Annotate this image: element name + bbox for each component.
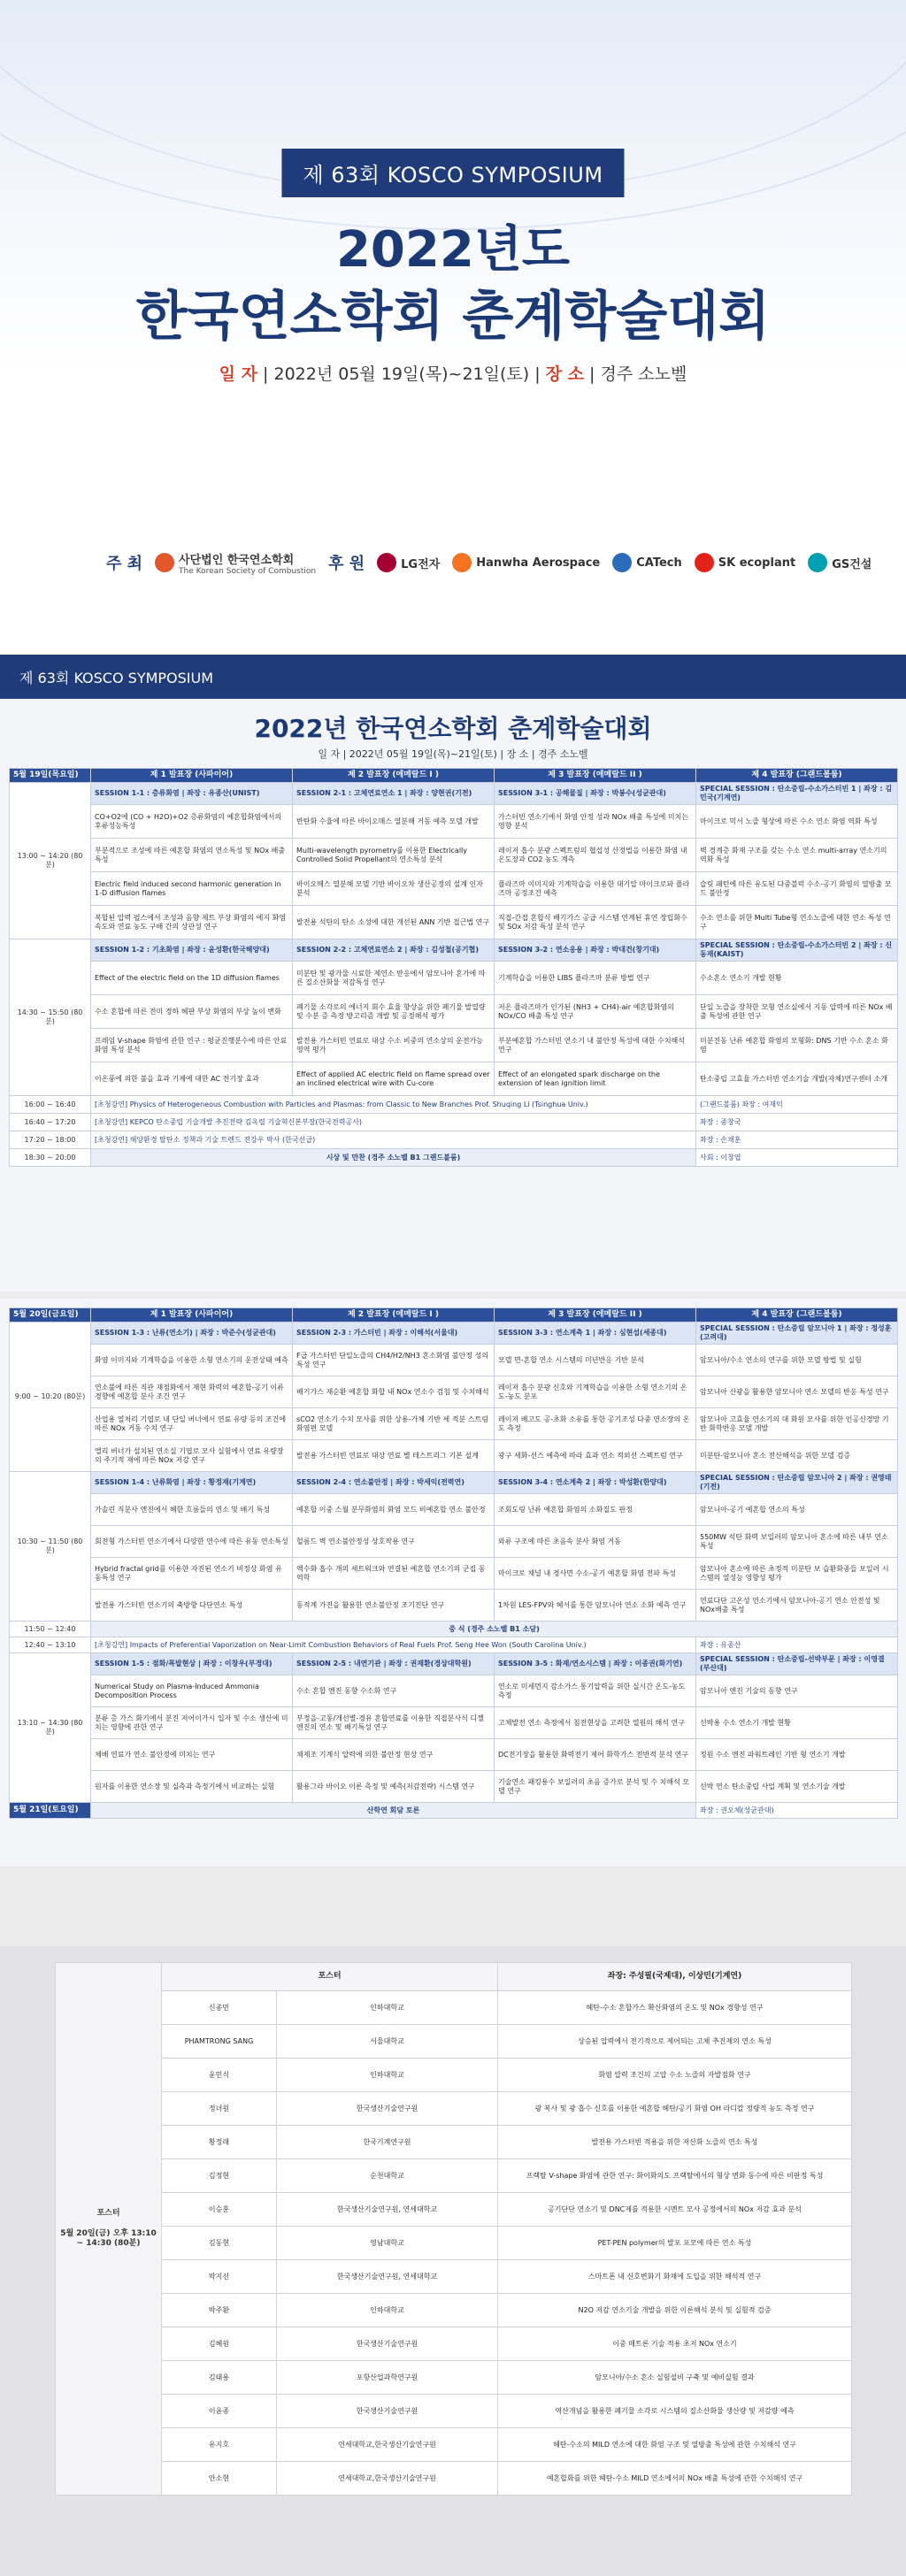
poster-title: 역산개념을 활용한 폐기물 소각로 시스템의 질소산화물 생산량 및 저감량 예측: [498, 2395, 852, 2428]
talk-title: 레이저 배고도 공-초화 소유를 통한 공기조성 다중 연소장의 온도 측정: [495, 1408, 696, 1440]
session-header: SESSION 3-2 : 연소응용 | 좌장 : 박대건(창기대): [495, 939, 696, 962]
lg-logo-icon: [377, 553, 396, 572]
poster-table: [55, 1962, 852, 2496]
poster-session-time: 5월 20일(금) 오후 13:10 ~ 14:30 (80분): [60, 2228, 157, 2248]
sponsor-label: 후 원: [328, 555, 365, 573]
poster-title: 예혼합화를 위한 헤탄-수소 MILD 연소에서의 NOx 배출 특성에 관한 수치해석 연구: [498, 2462, 852, 2496]
affiliation: 서울대학교: [277, 2025, 498, 2058]
talk-title: 마이크로 채널 내 경사면 수소-공기 예혼합 화염 전파 특성: [495, 1558, 696, 1590]
session-header: SPECIAL SESSION : 탄소중립 암모니아 1 | 좌장 : 정성훈(고려대): [696, 1322, 898, 1345]
talk-title: 발전용 석탄의 탄소 소성에 대한 개선된 ANN 기반 접근법 연구: [293, 906, 495, 939]
plenary-chair: 좌장 : 종창국: [696, 1114, 898, 1131]
talk-title: Effect of an elongated spark discharge on the extension of lean ignition limit: [495, 1062, 696, 1096]
talk-title: 배기가스 재순환 예혼합 화합 내 NOx 연소수 검침 및 수치해석: [293, 1376, 495, 1408]
talk-title: sCO2 연소기 수치 모사를 위한 상용-가체 기반 세 적분 스트림 화염편 모델: [293, 1408, 495, 1440]
session-header: SESSION 2-2 : 고체연료연소 2 | 좌장 : 김성철(공기협): [293, 939, 495, 962]
talk-title: 복합된 압력 펄스에서 조성과 음향 제트 부상 화염의 에지 화염 속도와 연료 농도 구배 간의 상관성 연구: [91, 906, 293, 939]
symposium-badge: 제 63회 KOSCO SYMPOSIUM: [281, 149, 624, 197]
talk-title: 암모니아 엔진 기술의 동향 연구: [696, 1675, 898, 1707]
session-header: SPECIAL SESSION : 탄소중립-선박부문 | 좌장 : 이영결(부산대): [696, 1653, 898, 1675]
session-header: SESSION 3-3 : 연소계측 1 | 좌장 : 심현섭(세종대): [495, 1322, 696, 1345]
affiliation: 한국기계연구원: [277, 2126, 498, 2159]
host-org-en: The Korean Society of Combustion: [179, 566, 317, 576]
talk-title: 미분탄-암모니아 혼소 전산해석을 위한 모델 검증: [696, 1440, 898, 1472]
poster-chair: 좌장: 주성필(국제대), 이상민(기계연): [498, 1963, 852, 1991]
talk-title: 엘리 버너가 설치된 연소실 기엽로 모사 실험에서 연료 유량장의 주기적 재에 따른 NOx 저감 연구: [91, 1440, 293, 1472]
talk-title: Hybrid fractal grid를 이용한 자진된 연소기 비정상 화염 유동특성 연구: [91, 1558, 293, 1590]
talk-title: 연소불에 따른 직관 재점화에서 재현 화력의 예혼합-공기 이류경향에 예혼합 분사 조건 연구: [91, 1376, 293, 1408]
session-header: SESSION 3-4 : 연소계측 2 | 좌장 : 박성환(한양대): [495, 1472, 696, 1494]
plenary-talk: [초청강연] KEPCO 탄소중립 기술개발 추진전략 김옥렬 기술혁신본부장(한국전력공사): [91, 1114, 696, 1131]
talk-title: 수소혼소 연소기 개발 현황: [696, 962, 898, 995]
author: 신종민: [162, 1991, 277, 2025]
author: 황정래: [162, 2126, 277, 2159]
time-slot: 18:30 ~ 20:00: [10, 1149, 91, 1167]
author: 박주환: [162, 2294, 277, 2327]
session-header: SPECIAL SESSION : 탄소중립-수소가스터빈 2 | 좌장 : 신동재(KAIST): [696, 939, 898, 962]
affiliation: 연세대학교,한국생산기술연구원: [277, 2462, 498, 2496]
talk-title: F급 가스터빈 단일노즐의 CH4/H2/NH3 혼소화염 불안정 성의 특성 연구: [293, 1345, 495, 1376]
talk-title: 550MW 석탄 화력 보일러의 암모니아 혼소에 따른 내부 연소특성: [696, 1526, 898, 1558]
poster-session-cell: [56, 1963, 162, 2496]
plenary-talk: [초청강연] 해양환경 탈탄소 정책과 기술 트렌드 전강우 박사 (한국선급): [91, 1131, 696, 1149]
talk-title: 직접-간접 혼합식 배기가스 공급 시스템 연계된 휴연 장립화수 및 SOx 저감 특성 분석 연구: [495, 906, 696, 939]
time-slot: 9:00 ~ 10:20 (80분): [10, 1322, 91, 1472]
talk-title: 단일 노즐을 장착한 모형 연소실에서 지동 압력에 따른 NOx 배출 특성에 관한 연구: [696, 995, 898, 1029]
talk-title: 조회도링 난류 예혼합 화염의 소화질도 판정: [495, 1494, 696, 1526]
time-slot: 16:00 ~ 16:40: [10, 1096, 91, 1114]
date-value: 2022년 05월 19일(목)~21일(토): [273, 364, 530, 384]
talk-title: 암모니아 산광을 활용한 암모니아 연소 모델의 반응 특성 연구: [696, 1376, 898, 1408]
talk-title: 예혼합 이중 스월 분무화염의 화염 모드 비예혼합 연소 불안정: [293, 1494, 495, 1526]
poster-title: 암모니아/수소 혼소 실험설비 구축 및 예비실험 결과: [498, 2361, 852, 2395]
talk-title: 산업용 열처리 기엽로 내 단일 버너에서 연료 유량 등의 조건에 따른 NOx 거동 수치 연구: [91, 1408, 293, 1440]
affiliation: 영남대학교: [277, 2227, 498, 2260]
place-label: 장 소: [545, 364, 584, 384]
schedule-table-day2: [9, 1307, 898, 1819]
session-header: SESSION 3-5 : 화재/연소시스템 | 좌장 : 이종권(화기연): [495, 1653, 696, 1675]
author: PHAMTRONG SANG: [162, 2025, 277, 2058]
talk-title: 연료다단 고온성 연소기에서 암모니아-공기 연소 안전성 및 NOx배출 특성: [696, 1590, 898, 1622]
talk-title: 고체발전 연소 측정에서 침전현상을 고려한 열원의 해석 연구: [495, 1707, 696, 1739]
session-header: SESSION 1-4 : 난류화염 | 좌장 : 황정재(기계연): [91, 1472, 293, 1494]
talk-title: 화염 이미지와 기계학습을 이용한 소형 연소기의 운전상태 예측: [91, 1345, 293, 1376]
day-label: 5월 21일(토요일): [10, 1803, 91, 1819]
sponsor-gs: GS건설: [808, 553, 871, 572]
affiliation: 한국생산기술연구원: [277, 2395, 498, 2428]
affiliation: 한국생산기술연구원, 연세대학교: [277, 2260, 498, 2294]
talk-title: 저온 플라즈마가 인가된 (NH3 + CH4)-air 예혼합화염의 NOx/CO 배출 특성 연구: [495, 995, 696, 1029]
talk-title: Numerical Study on Plasma-Induced Ammonia Decomposition Process: [91, 1675, 293, 1707]
session-header: SESSION 2-1 : 고체연료연소 1 | 좌장 : 양현권(기전): [293, 783, 495, 805]
session-header: SESSION 2-3 : 가스터빈 | 좌장 : 이해석(서울대): [293, 1322, 495, 1345]
session-header: SPECIAL SESSION : 탄소중립 암모니아 2 | 좌장 : 권영태(기전): [696, 1472, 898, 1494]
talk-title: Effect of the electric field on the 1D diffusion flames: [91, 962, 293, 995]
session-header: SESSION 1-3 : 난류(연소기) | 좌장 : 박준수(성균관대): [91, 1322, 293, 1345]
talk-title: 미분진동 난류 예혼합 화염의 모형화: DNS 기반 수소 혼소 화염: [696, 1029, 898, 1062]
sponsor-catech: CATech: [612, 553, 682, 572]
talk-title: Effect of applied AC electric field on flame spread over an inclined electrical wire with Cu-core: [293, 1062, 495, 1096]
talk-title: 부분적으로 조성에 따른 예혼합 화염의 연소특성 및 NOx 배출 특성: [91, 839, 293, 872]
date-label: 일 자: [219, 364, 257, 384]
talk-title: 이온풍에 의한 불을 효과 기제에 대한 AC 전기장 효과: [91, 1062, 293, 1096]
plenary-chair: (그랜드볼룸) 좌장 : 여재익: [696, 1096, 898, 1114]
talk-title: 발전용 가스터빈 연료로 대상 연료 별 테스트리그 기본 설계: [293, 1440, 495, 1472]
talk-title: 발전용 가스터빈 연소기의 축방향 다단연소 특성: [91, 1590, 293, 1622]
talk-title: 회전형 가스터빈 연소기에서 다양한 연수에 따른 유동 연소특성: [91, 1526, 293, 1558]
poster-title: 헤탄-수소의 MILD 연소에 대한 화염 구조 및 열방출 특성에 관한 수치해석 연구: [498, 2428, 852, 2462]
affiliation: 인하대학교: [277, 2294, 498, 2327]
author: 김혜원: [162, 2327, 277, 2361]
talk-title: 발전용 가스터빈 연료로 대상 수소 비중의 연소상의 운전가능 영역 평가: [293, 1029, 495, 1062]
talk-title: 정원 수소 엔진 파워트레인 기반 형 연소기 개발: [696, 1739, 898, 1771]
kosco-logo-icon: [155, 553, 174, 572]
host-label: 주 최: [106, 555, 143, 573]
time-slot: 16:40 ~ 17:20: [10, 1114, 91, 1131]
session-header: SESSION 3-1 : 공해물질 | 좌장 : 박봉수(성균관대): [495, 783, 696, 805]
cover-year: 2022년도: [335, 221, 571, 279]
session-header: SESSION 1-1 : 층류화염 | 좌장 : 유종산(UNIST): [91, 783, 293, 805]
cover-section: [0, 0, 906, 655]
poster-header: 포스터: [162, 1963, 498, 1991]
poster-title: 이중 매트론 기술 적용 초저 NOx 연소기: [498, 2327, 852, 2361]
talk-title: 동적계 가진을 활용한 연소불안정 조기진단 연구: [293, 1590, 495, 1622]
talk-title: Electric field induced second harmonic generation in 1-D diffusion flames: [91, 872, 293, 906]
talk-title: 폐기물 소각로의 에너지 회수 효율 향상을 위한 폐기물 발열량 및 수분 증 측정 방고리즘 개발 및 공정해석 평가: [293, 995, 495, 1029]
affiliation: 인하대학교: [277, 2058, 498, 2092]
schedule-strip: 제 63회 KOSCO SYMPOSIUM: [0, 655, 906, 699]
host-logo: [155, 550, 316, 576]
talk-title: 기술연소 패킹용수 보일러의 초음 증가로 분석 및 수 치해석 모델 연구: [495, 1771, 696, 1803]
host-org-name: 사단법인 한국연소학회: [179, 553, 295, 567]
talk-title: 수소 연소를 위한 Multi Tube형 연소노즐에 대한 연소 특성 연구: [696, 906, 898, 939]
talk-title: 레이저 흡수 분광 스펙트럼의 협섭성 산정법을 이용한 화염 내 온도장과 CO2 농도 계측: [495, 839, 696, 872]
talk-title: 반탄화 수율에 따른 바이오매스 열분해 거동 예측 모델 개발: [293, 805, 495, 839]
cover-title: 한국연소학회 춘계학술대회: [135, 286, 771, 348]
author: 김동현: [162, 2227, 277, 2260]
talk-title: 슬릿 패턴에 따른 유도된 다중블럭 수소-공기 화염의 열방출 모드 불안정: [696, 872, 898, 906]
affiliation: 한국생산기술연구원: [277, 2327, 498, 2361]
talk-title: 1차원 LES-FPV와 혜서를 통한 암모니아 연소 소화 예측 연구: [495, 1590, 696, 1622]
talk-title: 벽 경계층 화재 구조를 갖는 수소 연소 multi-array 연소기의 역화 특성: [696, 839, 898, 872]
lunch: 중 식 (경주 소노벨 B1 소담): [91, 1622, 898, 1637]
poster-title: 스마트폰 내 신호변화기 화재에 도입을 위한 해석적 연구: [498, 2260, 852, 2294]
talk-title: 연소로 미세먼지 감소가스 통기압력을 위한 실시간 온도-농도 측정: [495, 1675, 696, 1707]
schedule-table-day1: [9, 768, 898, 1167]
author: 김정현: [162, 2159, 277, 2193]
plenary-talk: [초청강연] Physics of Heterogeneous Combustion with Particles and Plasmas: from Classic to New Branches Prof. Shuqing Li (Tsinghua Univ.): [91, 1096, 696, 1114]
forum-chair: 좌장 : 권오체(성균관대): [696, 1803, 898, 1819]
schedule-subtitle: 일 자 | 2022년 05월 19일(목)~21일(토) | 장 소 | 경주 소노벨: [318, 748, 588, 760]
sk-logo-icon: [695, 553, 714, 572]
time-slot: 11:50 ~ 12:40: [10, 1622, 91, 1637]
session-header: SESSION 1-5 : 점화/폭발현상 | 좌장 : 이창우(부경대): [91, 1653, 293, 1675]
talk-title: 플라즈마 이미지와 기계학습을 이용한 대기압 마이크로파 플라즈마 공정조건 예측: [495, 872, 696, 906]
room-header: 제 3 발표장 (에메랄드 II ): [495, 769, 696, 783]
author: 박지선: [162, 2260, 277, 2294]
industry-forum: 산학연 회담 토론: [91, 1803, 696, 1819]
sponsor-sk: SK ecoplant: [695, 553, 795, 572]
talk-title: 미분탄 및 광가물 시료한 제연소 반응에서 암모니아 혼가에 따른 질소산화물 저감특성 연구: [293, 962, 495, 995]
talk-title: 가솔린 직분사 엔진에서 혜한 흐름들의 연소 및 배기 특성: [91, 1494, 293, 1526]
catech-logo-icon: [612, 553, 632, 572]
place-value: 경주 소노벨: [600, 364, 687, 384]
talk-title: 분류 층 가스 화기에서 분진 저어이가시 입자 및 수소 생산에 미치는 영향에 관한 연구: [91, 1707, 293, 1739]
affiliation: 인하대학교: [277, 1991, 498, 2025]
sponsor-bar: [106, 547, 872, 579]
author: 정녀원: [162, 2092, 277, 2126]
room-header: 제 4 발표장 (그랜드볼룸): [696, 1308, 898, 1322]
poster-title: 프랙탈 V-shape 화염에 관한 연구: 화이화의도 프랙탈에서의 형상 변화 동수에 따른 비판정 특성: [498, 2159, 852, 2193]
talk-title: Multi-wavelength pyrometry를 이용한 Electrically Controlled Solid Propellant의 연소특성 분석: [293, 839, 495, 872]
affiliation: 순천대학교: [277, 2159, 498, 2193]
talk-title: 선박 연소 탄소중립 사업 계획 및 연소기술 개발: [696, 1771, 898, 1803]
talk-title: 액수화 흡수 개의 세트워크와 연결된 예혼합 연소기의 군집 동역학: [293, 1558, 495, 1590]
time-slot: 13:00 ~ 14:20 (80분): [10, 783, 91, 939]
talk-title: 암모니아 혼소에 따른 초정적 미분탄 보 습환화종들 보일러 시스템의 열성능 영향성 평가: [696, 1558, 898, 1590]
affiliation: 한국생산기술연구원: [277, 2092, 498, 2126]
talk-title: 원자를 이용한 연소장 및 실측과 측정기에서 비교하는 실험: [91, 1771, 293, 1803]
poster-title: 발전용 가스터빈 적용을 위한 저산화 노즐의 연소 특성: [498, 2126, 852, 2159]
talk-title: CO+O2에 (CO + H2O)+O2 층류화염의 예혼합화염에서의 후류성능특성: [91, 805, 293, 839]
sponsor-lg: LG전자: [377, 553, 440, 572]
talk-title: DC전기장을 활용한 화력전기 제어 화학가스 전반적 분석 연구: [495, 1739, 696, 1771]
time-slot: 13:10 ~ 14:30 (80분): [10, 1653, 91, 1803]
room-header: 제 1 발표장 (사파이어): [91, 769, 293, 783]
time-slot: 10:30 ~ 11:50 (80분): [10, 1472, 91, 1622]
poster-title: 상승된 압력에서 전기적으로 제어되는 고체 추진제의 연소 특성: [498, 2025, 852, 2058]
talk-title: 탄소중립 고효율 가스터빈 연소기술 개발(자체)연구센터 소개: [696, 1062, 898, 1096]
talk-title: 선박용 수소 연소기 개발 현황: [696, 1707, 898, 1739]
session-header: SESSION 2-4 : 연소불안정 | 좌장 : 박세익(전력연): [293, 1472, 495, 1494]
talk-title: 수소 혼합 엔진 동향 수소화 연구: [293, 1675, 495, 1707]
plenary-talk: [초청강연] Impacts of Preferential Vaporization on Near-Limit Combustion Behaviors of Real Fuels Prof. Seng Hee Won (South Carolina Univ.): [91, 1637, 696, 1653]
author: 안소현: [162, 2462, 277, 2496]
time-slot: 12:40 ~ 13:10: [10, 1637, 91, 1653]
day-label: 5월 19일(목요일): [10, 769, 91, 783]
author: 이승훈: [162, 2193, 277, 2227]
talk-title: 프레임 V-shape 화염에 관한 연구 : 평균진행분수에 따른 안료화염 특성 분석: [91, 1029, 293, 1062]
schedule-title: 2022년 한국연소학회 춘계학술대회: [254, 714, 652, 743]
poster-title: PET-PEN polymer의 발포 포모에 따른 연소 특성: [498, 2227, 852, 2260]
session-header: SPECIAL SESSION : 탄소중립-수소가스터빈 1 | 좌장 : 김민국(기계연): [696, 783, 898, 805]
room-header: 제 2 발표장 (에메랄드 I ): [293, 1308, 495, 1322]
talk-title: 암모니아-공기 예혼합 연소의 특성: [696, 1494, 898, 1526]
affiliation: 한국생산기술연구원, 연세대학교: [277, 2193, 498, 2227]
banquet: 시상 및 만찬 (경주 소노벨 B1 그랜드볼룸): [91, 1149, 696, 1167]
banquet-host: 사회 : 이창엽: [696, 1149, 898, 1167]
poster-title: 광 복사 및 광 흡수 신호를 이용한 예혼합 헤탄/공기 화염 OH 라디칼 정량적 농도 측정 연구: [498, 2092, 852, 2126]
gs-logo-icon: [808, 553, 827, 572]
session-header: SESSION 1-2 : 기초화염 | 좌장 : 윤성환(한국해양대): [91, 939, 293, 962]
time-slot: 14:30 ~ 15:50 (80분): [10, 939, 91, 1096]
room-header: 제 4 발표장 (그랜드볼룸): [696, 769, 898, 783]
talk-title: 체배 연료가 연소 불안정에 미치는 연구: [91, 1739, 293, 1771]
talk-title: 마이크로 믹서 노즐 형상에 따른 수소 연소 화염 역화 특성: [696, 805, 898, 839]
poster-title: N2O 저감 연소기술 개발을 위한 이론해석 분석 및 실험적 검증: [498, 2294, 852, 2327]
author: 이윤종: [162, 2395, 277, 2428]
talk-title: 부정을-고동/개선별-경유 혼합연료를 이용한 직접분사식 디젤엔진의 연소 및 배기특성 연구: [293, 1707, 495, 1739]
schedule-day1: [0, 655, 906, 1292]
poster-session-label: 포스터: [96, 2209, 120, 2218]
talk-title: 부분예혼합 가스터빈 연소기 내 불안정 특성에 대한 수치해석 연구: [495, 1029, 696, 1062]
affiliation: 연세대학교,한국생산기술연구원: [277, 2428, 498, 2462]
day-label: 5월 20일(금요일): [10, 1308, 91, 1322]
author: 유지호: [162, 2428, 277, 2462]
talk-title: 와류 구조에 따른 초음속 분사 화염 거동: [495, 1526, 696, 1558]
poster-title: 공기단단 연소기 및 DNC제를 적용한 시멘트 모사 공정에서의 NOx 저감 효과 분석: [498, 2193, 852, 2227]
poster-title: 화염 압력 조건의 고압 수소 노즐의 자발점화 연구: [498, 2058, 852, 2092]
poster-title: 헤탄-수소 혼합가스 확산화염의 온도 및 NOx 경향성 연구: [498, 1991, 852, 2025]
talk-title: 헐름드 벽 연소불안정성 상호작용 연구: [293, 1526, 495, 1558]
talk-title: 레이저 흡수 분광 신호와 기계학습을 이용한 소형 연소기의 온도-농도 분포: [495, 1376, 696, 1408]
talk-title: 수소 혼합에 따른 전미 경하 혜판 부상 화염의 부상 높이 변화: [91, 995, 293, 1029]
hanwha-logo-icon: [452, 553, 472, 572]
plenary-chair: 좌장 : 유종산: [696, 1637, 898, 1653]
cover-date-line: 일 자 | 2022년 05월 19일(목)~21일(토) | 장 소 | 경주 소노벨: [219, 364, 687, 384]
talk-title: 암모니아/수소 연소의 연구를 위한 모델 방법 및 실험: [696, 1345, 898, 1376]
schedule-day2: [0, 1299, 906, 1867]
talk-title: 채제조 기계식 압력에 의한 불안정 현상 연구: [293, 1739, 495, 1771]
room-header: 제 3 발표장 (에메랄드 II ): [495, 1308, 696, 1322]
session-header: SESSION 2-5 : 내연기관 | 좌장 : 권재환(경상대학원): [293, 1653, 495, 1675]
talk-title: 광구 세화-선스 예측에 따라 효과 연소 적외선 스펙트럼 연구: [495, 1440, 696, 1472]
sponsor-hanwha: Hanwha Aerospace: [452, 553, 600, 572]
talk-title: 모델 면-혼합 연소 시스템의 미년반응 기반 분석: [495, 1345, 696, 1376]
room-header: 제 2 발표장 (에메랄드 I ): [293, 769, 495, 783]
affiliation: 포항산업과학연구원: [277, 2361, 498, 2395]
room-header: 제 1 발표장 (사파이어): [91, 1308, 293, 1322]
author: 윤민식: [162, 2058, 277, 2092]
talk-title: 기계학습을 이용한 LIBS 플라즈마 분류 방법 연구: [495, 962, 696, 995]
poster-section: [0, 1946, 906, 2576]
talk-title: 활용그라 바이오 이론 측정 및 예측(저감전략) 시스템 연구: [293, 1771, 495, 1803]
author: 김태용: [162, 2361, 277, 2395]
time-slot: 17:20 ~ 18:00: [10, 1131, 91, 1149]
talk-title: 바이오매스 열분해 모델 기반 바이오차 생산공정의 설계 인자 분석: [293, 872, 495, 906]
plenary-chair: 좌장 : 손채훈: [696, 1131, 898, 1149]
talk-title: 가스터빈 연소기에서 화염 안정 성과 NOx 배출 특성에 미치는 영향 분석: [495, 805, 696, 839]
talk-title: 암모니아 고효율 연소기의 대 화원 모사를 위한 인공신경망 기반 화학반응 모델 개발: [696, 1408, 898, 1440]
